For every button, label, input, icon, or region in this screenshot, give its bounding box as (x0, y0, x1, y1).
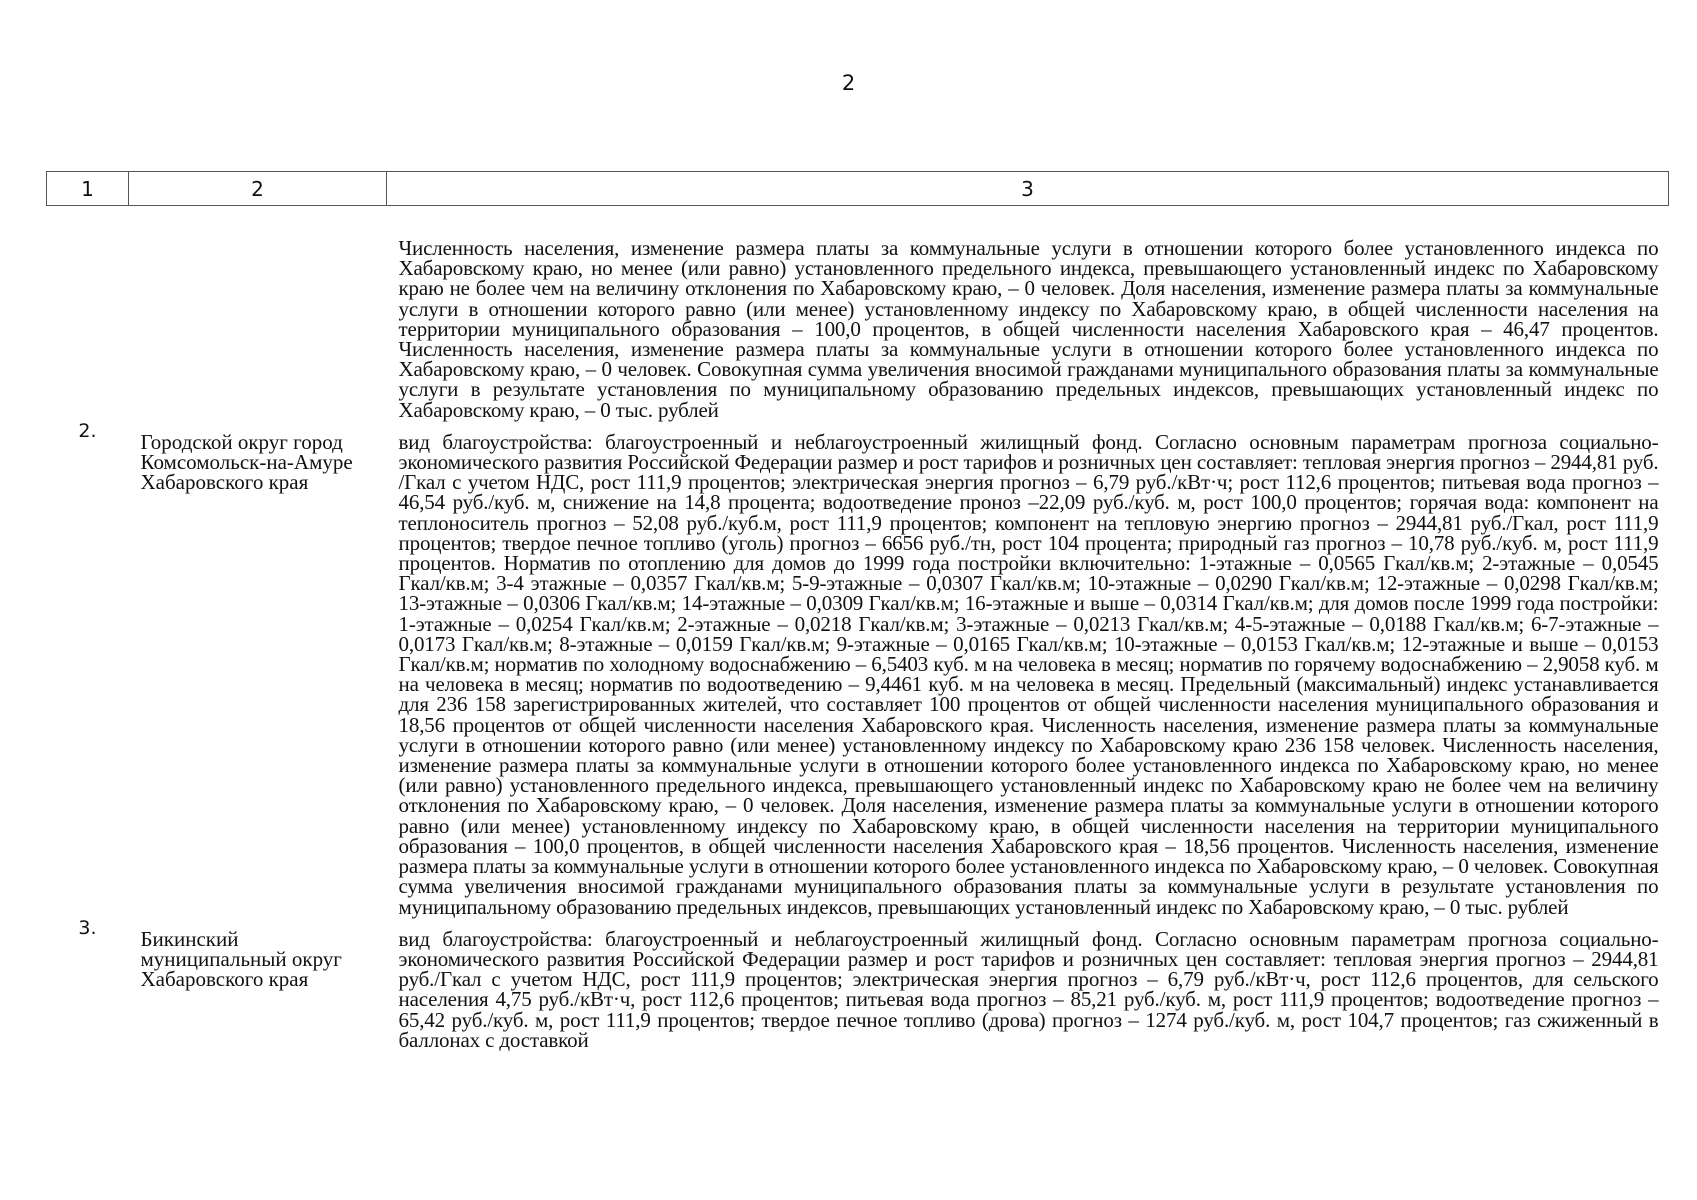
row-number: 2. (78, 419, 97, 442)
page-number: 2 (841, 71, 856, 95)
table-header-row (47, 172, 1669, 206)
row-description: Численность населения, изменение размера платы за коммунальные услуги в отношении которого более установленного индекса по Хабаровскому краю, но менее (или равно) установленного предельного индекса, превышающего установленный индекс по Хабаровскому краю не более чем на величину отклонения по Хабаровскому краю, – 0 человек. Доля населения, изменение размера платы за коммунальные услуги в отношении которого равно (или менее) установленному индексу по Хабаровскому краю, в общей численности населения на территории муниципального образования – 100,0 процентов, в общей численности населения Хабаровского края – 46,47 процентов. Численность населения, изменение размера платы за коммунальные услуги в отношении которого более установленного индекса по Хабаровскому краю, – 0 человек. Совокупная сумма увеличения вносимой гражданами муниципального образования платы за коммунальные услуги в результате установления по муниципальному образованию предельных индексов, превышающих установленный индекс по Хабаровскому краю, – 0 тыс. рублей (398, 236, 1659, 422)
municipality-name (129, 206, 387, 420)
table-row (47, 206, 1669, 420)
table-row (47, 420, 1669, 917)
column-header-3: 3 (387, 172, 1669, 206)
municipality-name: Бикинский муниципальный округ Хабаровского края (140, 926, 342, 991)
row-description: вид благоустройства: благоустроенный и неблагоустроенный жилищный фонд. Согласно основным параметрам прогноза социально-экономического развития Российской Федерации размер и рост тарифов и розничных цен составляет: тепловая энергия прогноз – 2944,81 руб. /Гкал с учетом НДС, рост 111,9 процентов; электрическая энергия прогноз – 6,79 руб./кВт·ч; рост 112,6 процентов; питьевая вода прогноз – 46,54 руб./куб. м, снижение на 14,8 процента; водоотведение проноз –22,09 руб./куб. м, рост 100,0 процентов; горячая вода: компонент на теплоноситель прогноз – 52,08 руб./куб.м, рост 111,9 процентов; компонент на тепловую энергию прогноз – 2944,81 руб./Гкал, рост 111,9 процентов; твердое печное топливо (уголь) прогноз – 6656 руб./тн, рост 104 процента; природный газ прогноз – 10,78 руб./куб. м, рост 111,9 процентов. Норматив по отоплению для домов до 1999 года постройки включительно: 1-этажные – 0,0565 Гкал/кв.м; 2-этажные – 0,0545 Гкал/кв.м; 3-4 этажные – 0,0357 Гкал/кв.м; 5-9-этажные – 0,0307 Гкал/кв.м; 10-этажные – 0,0290 Гкал/кв.м; 12-этажные – 0,0298 Гкал/кв.м; 13-этажные – 0,0306 Гкал/кв.м; 14-этажные – 0,0309 Гкал/кв.м; 16-этажные и выше – 0,0314 Гкал/кв.м; для домов после 1999 года постройки: 1-этажные – 0,0254 Гкал/кв.м; 2-этажные – 0,0218 Гкал/кв.м; 3-этажные – 0,0213 Гкал/кв.м; 4-5-этажные – 0,0188 Гкал/кв.м; 6-7-этажные – 0,0173 Гкал/кв.м; 8-этажные – 0,0159 Гкал/кв.м; 9-этажные – 0,0165 Гкал/кв.м; 10-этажные – 0,0153 Гкал/кв.м; 12-этажные и выше – 0,0153 Гкал/кв.м; норматив по холодному водоснабжению – 6,5403 куб. м на человека в месяц; норматив по горячему водоснабжению – 2,9058 куб. м на человека в месяц; норматив по водоотведению – 9,4461 куб. м на человека в месяц. Предельный (максимальный) индекс устанавливается для 236 158 зарегистрированных жителей, что составляет 100 процентов от общей численности населения муниципального образования и 18,56 процентов от общей численности населения Хабаровского края. Численность населения, изменение размера платы за коммунальные услуги в отношении которого равно (или менее) установленному индексу по Хабаровскому краю 236 158 человек. Численность населения, изменение размера платы за коммунальные услуги в отношении которого более установленного индекса по Хабаровскому краю, но менее (или равно) установленного предельного индекса, превышающего установленный индекс по Хабаровскому краю не более чем на величину отклонения по Хабаровскому краю, – 0 человек. Доля населения, изменение размера платы за коммунальные услуги в отношении которого равно (или менее) установленному индексу по Хабаровскому краю, в общей численности населения на территории муниципального образования – 100,0 процентов, в общей численности населения Хабаровского края – 18,56 процентов. Численность населения, изменение размера платы за коммунальные услуги в отношении которого более установленного индекса по Хабаровскому краю, – 0 человек. Совокупная сумма увеличения вносимой гражданами муниципального образования платы за коммунальные услуги в результате установления по муниципальному образованию предельных индексов, превышающих установленный индекс по Хабаровскому краю, – 0 тыс. рублей (398, 429, 1659, 919)
row-number (47, 206, 129, 420)
row-number: 3. (78, 916, 97, 939)
column-header-2: 2 (129, 172, 387, 206)
municipality-name: Городской округ город Комсомольск-на-Амуре Хабаровского края (140, 429, 353, 494)
table-row (47, 917, 1669, 1050)
column-header-1: 1 (47, 172, 129, 206)
data-table (46, 171, 1669, 1050)
row-description: вид благоустройства: благоустроенный и неблагоустроенный жилищный фонд. Согласно основным параметрам прогноза социально-экономического развития Российской Федерации размер и рост тарифов и розничных цен составляет: тепловая энергия прогноз – 2944,81 руб./Гкал с учетом НДС, рост 111,9 процентов; электрическая энергия прогноз – 6,79 руб./кВт·ч, рост 112,6 процентов, для сельского населения 4,75 руб./кВт·ч, рост 112,6 процентов; питьевая вода прогноз – 85,21 руб./куб. м, рост 111,9 процентов; водоотведение прогноз – 65,42 руб./куб. м, рост 111,9 процентов; твердое печное топливо (дрова) прогноз – 1274 руб./куб. м, рост 104,7 процентов; газ сжиженный в баллонах с доставкой (398, 926, 1659, 1052)
